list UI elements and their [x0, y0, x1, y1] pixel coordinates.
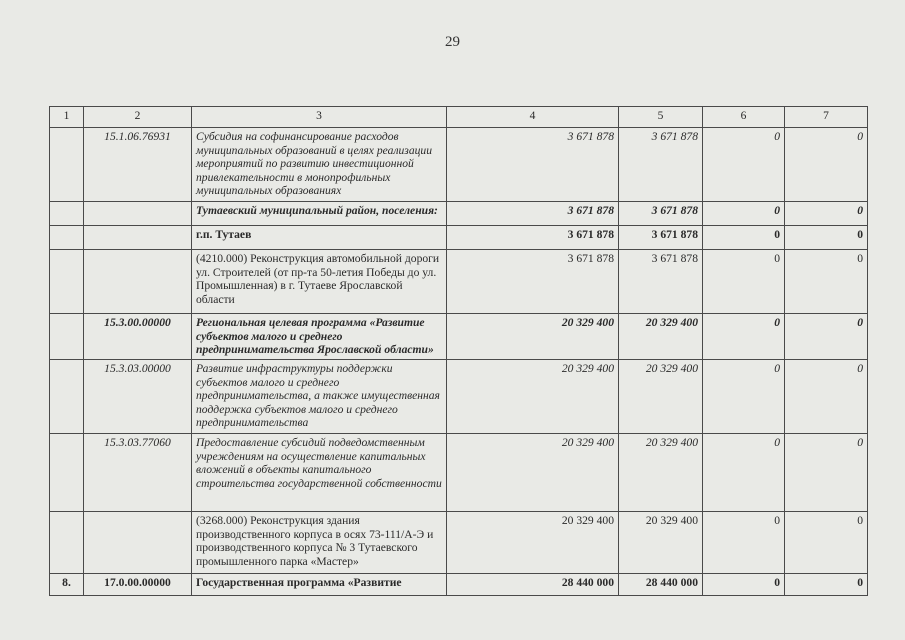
amount-col7: 0 [785, 250, 868, 314]
budget-code: 15.1.06.76931 [84, 128, 192, 202]
amount-col7: 0 [785, 574, 868, 596]
amount-col4: 20 329 400 [447, 434, 619, 512]
row-index [50, 202, 84, 226]
row-index [50, 512, 84, 574]
row-index: 8. [50, 574, 84, 596]
amount-col6: 0 [703, 512, 785, 574]
item-name: Развитие инфраструктуры поддержки субъектов малого и среднего предпринимательства, а также имущественная поддержка субъектов малого и среднего предпринимательства [192, 360, 447, 434]
row-index [50, 128, 84, 202]
amount-col5: 20 329 400 [619, 314, 703, 360]
amount-col6: 0 [703, 250, 785, 314]
row-index [50, 360, 84, 434]
budget-code: 15.3.00.00000 [84, 314, 192, 360]
item-name: Предоставление субсидий подведомственным учреждениям на осуществление капитальных вложений в объекты капитального строительства государственной собственности [192, 434, 447, 512]
table-header-row [50, 107, 868, 128]
column-header: 3 [192, 107, 447, 128]
column-header: 1 [50, 107, 84, 128]
budget-code [84, 512, 192, 574]
amount-col7: 0 [785, 512, 868, 574]
amount-col4: 20 329 400 [447, 314, 619, 360]
amount-col5: 20 329 400 [619, 434, 703, 512]
item-name: г.п. Тутаев [192, 226, 447, 250]
column-header: 7 [785, 107, 868, 128]
amount-col4: 3 671 878 [447, 226, 619, 250]
row-index [50, 314, 84, 360]
page-number: 29 [445, 34, 460, 50]
item-name: Субсидия на софинансирование расходов муниципальных образований в целях реализации мероприятий по развитию инвестиционной привлекательности в монопрофильных муниципальных образованиях [192, 128, 447, 202]
item-name: Региональная целевая программа «Развитие субъектов малого и среднего предпринимательства Ярославской области» [192, 314, 447, 360]
amount-col4: 3 671 878 [447, 250, 619, 314]
budget-code [84, 202, 192, 226]
item-name: (3268.000) Реконструкция здания производственного корпуса в осях 73-111/А-Э и производственного корпуса № 3 Тутаевского промышленного парка «Мастер» [192, 512, 447, 574]
row-index [50, 226, 84, 250]
budget-code [84, 226, 192, 250]
row-index [50, 434, 84, 512]
table-row [50, 574, 868, 596]
column-header: 6 [703, 107, 785, 128]
table-row [50, 434, 868, 512]
amount-col7: 0 [785, 202, 868, 226]
amount-col4: 3 671 878 [447, 202, 619, 226]
budget-code: 15.3.03.00000 [84, 360, 192, 434]
amount-col5: 3 671 878 [619, 250, 703, 314]
amount-col5: 20 329 400 [619, 360, 703, 434]
budget-code: 17.0.00.00000 [84, 574, 192, 596]
table-row [50, 512, 868, 574]
amount-col6: 0 [703, 574, 785, 596]
item-name: (4210.000) Реконструкция автомобильной дороги ул. Строителей (от пр-та 50-летия Победы до ул. Промышленная) в г. Тутаеве Ярославской области [192, 250, 447, 314]
amount-col4: 20 329 400 [447, 512, 619, 574]
amount-col4: 28 440 000 [447, 574, 619, 596]
amount-col7: 0 [785, 314, 868, 360]
amount-col6: 0 [703, 360, 785, 434]
table-row [50, 360, 868, 434]
amount-col6: 0 [703, 434, 785, 512]
table-row [50, 314, 868, 360]
item-name: Тутаевский муниципальный район, поселения: [192, 202, 447, 226]
amount-col7: 0 [785, 226, 868, 250]
table-row [50, 250, 868, 314]
amount-col4: 3 671 878 [447, 128, 619, 202]
amount-col4: 20 329 400 [447, 360, 619, 434]
amount-col5: 20 329 400 [619, 512, 703, 574]
amount-col6: 0 [703, 128, 785, 202]
column-header: 5 [619, 107, 703, 128]
table-row [50, 202, 868, 226]
amount-col7: 0 [785, 128, 868, 202]
row-index [50, 250, 84, 314]
amount-col7: 0 [785, 360, 868, 434]
column-header: 4 [447, 107, 619, 128]
table-row [50, 128, 868, 202]
item-name: Государственная программа «Развитие [192, 574, 447, 596]
table-row [50, 226, 868, 250]
budget-code [84, 250, 192, 314]
amount-col6: 0 [703, 226, 785, 250]
amount-col7: 0 [785, 434, 868, 512]
amount-col5: 3 671 878 [619, 128, 703, 202]
budget-table [49, 106, 868, 596]
amount-col6: 0 [703, 314, 785, 360]
column-header: 2 [84, 107, 192, 128]
budget-code: 15.3.03.77060 [84, 434, 192, 512]
amount-col5: 3 671 878 [619, 226, 703, 250]
amount-col5: 28 440 000 [619, 574, 703, 596]
amount-col5: 3 671 878 [619, 202, 703, 226]
amount-col6: 0 [703, 202, 785, 226]
